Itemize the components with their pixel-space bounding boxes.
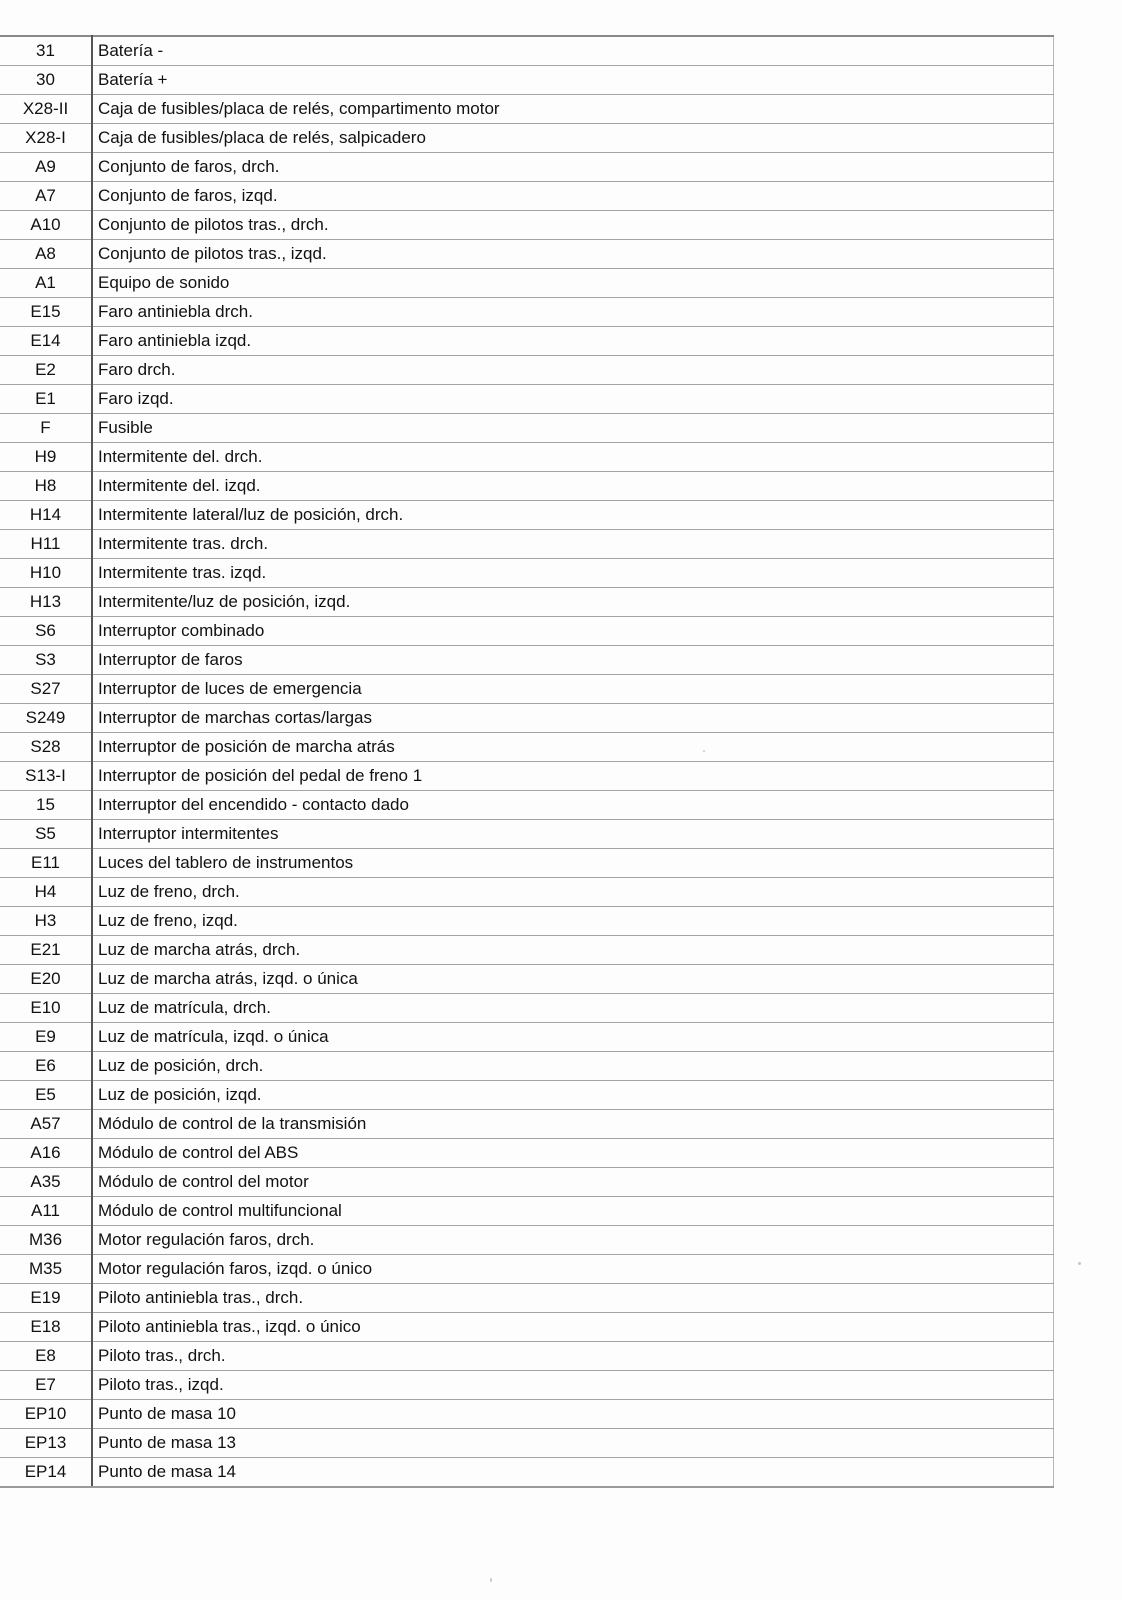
component-description: Punto de masa 13 [92, 1429, 1054, 1458]
component-code: H14 [0, 501, 92, 530]
component-description: Intermitente del. izqd. [92, 472, 1054, 501]
component-description: Luz de matrícula, drch. [92, 994, 1054, 1023]
component-description: Interruptor de faros [92, 646, 1054, 675]
component-code: E14 [0, 327, 92, 356]
table-row [0, 385, 1054, 414]
component-description: Luz de marcha atrás, drch. [92, 936, 1054, 965]
component-code: S6 [0, 617, 92, 646]
component-description: Módulo de control de la transmisión [92, 1110, 1054, 1139]
table-row [0, 994, 1054, 1023]
table-row [0, 1313, 1054, 1342]
component-description: Intermitente tras. izqd. [92, 559, 1054, 588]
component-description: Luces del tablero de instrumentos [92, 849, 1054, 878]
table-row [0, 791, 1054, 820]
component-description: Equipo de sonido [92, 269, 1054, 298]
component-code: E20 [0, 965, 92, 994]
component-code: S249 [0, 704, 92, 733]
table-row [0, 240, 1054, 269]
table-row [0, 820, 1054, 849]
component-description: Faro drch. [92, 356, 1054, 385]
component-code: S27 [0, 675, 92, 704]
component-description: Batería - [92, 36, 1054, 66]
component-code: EP13 [0, 1429, 92, 1458]
component-description: Interruptor combinado [92, 617, 1054, 646]
component-code: H10 [0, 559, 92, 588]
component-description: Módulo de control del motor [92, 1168, 1054, 1197]
table-row [0, 704, 1054, 733]
table-row [0, 1458, 1054, 1488]
component-legend-table [0, 35, 1054, 1488]
table-row [0, 182, 1054, 211]
component-description: Intermitente tras. drch. [92, 530, 1054, 559]
table-row [0, 1342, 1054, 1371]
component-code: E9 [0, 1023, 92, 1052]
table-row [0, 1429, 1054, 1458]
component-code: S13-I [0, 762, 92, 791]
component-code: E18 [0, 1313, 92, 1342]
component-code: E1 [0, 385, 92, 414]
component-code: X28-I [0, 124, 92, 153]
component-description: Motor regulación faros, izqd. o único [92, 1255, 1054, 1284]
component-code: F [0, 414, 92, 443]
component-description: Punto de masa 14 [92, 1458, 1054, 1488]
table-row [0, 414, 1054, 443]
component-description: Luz de matrícula, izqd. o única [92, 1023, 1054, 1052]
component-description: Módulo de control multifuncional [92, 1197, 1054, 1226]
table-row [0, 1110, 1054, 1139]
table-row [0, 211, 1054, 240]
table-row [0, 1400, 1054, 1429]
component-description: Conjunto de pilotos tras., drch. [92, 211, 1054, 240]
component-code: 15 [0, 791, 92, 820]
table-row [0, 762, 1054, 791]
component-code: A35 [0, 1168, 92, 1197]
component-code: M35 [0, 1255, 92, 1284]
component-description: Piloto tras., drch. [92, 1342, 1054, 1371]
table-row [0, 269, 1054, 298]
component-description: Interruptor de posición del pedal de freno 1 [92, 762, 1054, 791]
component-description: Caja de fusibles/placa de relés, compartimento motor [92, 95, 1054, 124]
table-row [0, 936, 1054, 965]
component-description: Intermitente lateral/luz de posición, drch. [92, 501, 1054, 530]
component-code: E11 [0, 849, 92, 878]
component-description: Conjunto de faros, izqd. [92, 182, 1054, 211]
table-row [0, 1023, 1054, 1052]
table-row [0, 530, 1054, 559]
component-code: EP14 [0, 1458, 92, 1488]
component-code: A57 [0, 1110, 92, 1139]
component-description: Conjunto de faros, drch. [92, 153, 1054, 182]
component-code: E8 [0, 1342, 92, 1371]
component-code: E7 [0, 1371, 92, 1400]
table-row [0, 849, 1054, 878]
component-code: S3 [0, 646, 92, 675]
table-row [0, 1168, 1054, 1197]
legend-table-body [0, 36, 1054, 1487]
component-code: H13 [0, 588, 92, 617]
table-row [0, 675, 1054, 704]
table-row [0, 443, 1054, 472]
table-row [0, 95, 1054, 124]
component-code: M36 [0, 1226, 92, 1255]
component-code: 31 [0, 36, 92, 66]
component-code: E2 [0, 356, 92, 385]
table-row [0, 501, 1054, 530]
table-row [0, 124, 1054, 153]
component-description: Piloto antiniebla tras., izqd. o único [92, 1313, 1054, 1342]
scan-speck [490, 1578, 492, 1582]
table-row [0, 356, 1054, 385]
component-code: X28-II [0, 95, 92, 124]
table-row [0, 617, 1054, 646]
component-description: Luz de posición, izqd. [92, 1081, 1054, 1110]
component-code: H9 [0, 443, 92, 472]
component-description: Módulo de control del ABS [92, 1139, 1054, 1168]
component-description: Luz de freno, izqd. [92, 907, 1054, 936]
component-description: Batería + [92, 66, 1054, 95]
component-description: Interruptor intermitentes [92, 820, 1054, 849]
component-code: E19 [0, 1284, 92, 1313]
table-row [0, 66, 1054, 95]
component-code: EP10 [0, 1400, 92, 1429]
table-row [0, 878, 1054, 907]
table-row [0, 1139, 1054, 1168]
table-row [0, 965, 1054, 994]
table-row [0, 733, 1054, 762]
component-code: E15 [0, 298, 92, 327]
table-row [0, 646, 1054, 675]
component-code: H3 [0, 907, 92, 936]
table-row [0, 588, 1054, 617]
component-code: A16 [0, 1139, 92, 1168]
component-description: Luz de marcha atrás, izqd. o única [92, 965, 1054, 994]
component-description: Faro antiniebla izqd. [92, 327, 1054, 356]
table-row [0, 298, 1054, 327]
component-code: A8 [0, 240, 92, 269]
component-code: S28 [0, 733, 92, 762]
scan-speck [703, 750, 705, 752]
component-code: 30 [0, 66, 92, 95]
component-code: A11 [0, 1197, 92, 1226]
table-row [0, 1371, 1054, 1400]
component-code: A9 [0, 153, 92, 182]
table-row [0, 1255, 1054, 1284]
component-code: H11 [0, 530, 92, 559]
component-description: Interruptor de luces de emergencia [92, 675, 1054, 704]
component-description: Conjunto de pilotos tras., izqd. [92, 240, 1054, 269]
component-description: Interruptor de posición de marcha atrás [92, 733, 1054, 762]
table-row [0, 1197, 1054, 1226]
component-description: Motor regulación faros, drch. [92, 1226, 1054, 1255]
component-code: A1 [0, 269, 92, 298]
component-code: A7 [0, 182, 92, 211]
component-code: H8 [0, 472, 92, 501]
component-description: Piloto antiniebla tras., drch. [92, 1284, 1054, 1313]
component-code: S5 [0, 820, 92, 849]
component-code: A10 [0, 211, 92, 240]
component-description: Interruptor del encendido - contacto dado [92, 791, 1054, 820]
component-description: Interruptor de marchas cortas/largas [92, 704, 1054, 733]
component-description: Intermitente del. drch. [92, 443, 1054, 472]
component-code: E10 [0, 994, 92, 1023]
component-description: Caja de fusibles/placa de relés, salpicadero [92, 124, 1054, 153]
table-row [0, 327, 1054, 356]
table-row [0, 559, 1054, 588]
component-description: Piloto tras., izqd. [92, 1371, 1054, 1400]
component-code: E6 [0, 1052, 92, 1081]
component-description: Fusible [92, 414, 1054, 443]
table-row [0, 153, 1054, 182]
table-row [0, 1052, 1054, 1081]
component-code: E5 [0, 1081, 92, 1110]
component-code: E21 [0, 936, 92, 965]
component-description: Luz de posición, drch. [92, 1052, 1054, 1081]
table-row [0, 36, 1054, 66]
table-row [0, 1226, 1054, 1255]
table-row [0, 1081, 1054, 1110]
component-code: H4 [0, 878, 92, 907]
component-description: Faro izqd. [92, 385, 1054, 414]
table-row [0, 472, 1054, 501]
component-description: Faro antiniebla drch. [92, 298, 1054, 327]
table-row [0, 907, 1054, 936]
scan-speck [1078, 1262, 1081, 1265]
component-description: Intermitente/luz de posición, izqd. [92, 588, 1054, 617]
component-description: Punto de masa 10 [92, 1400, 1054, 1429]
table-row [0, 1284, 1054, 1313]
component-description: Luz de freno, drch. [92, 878, 1054, 907]
